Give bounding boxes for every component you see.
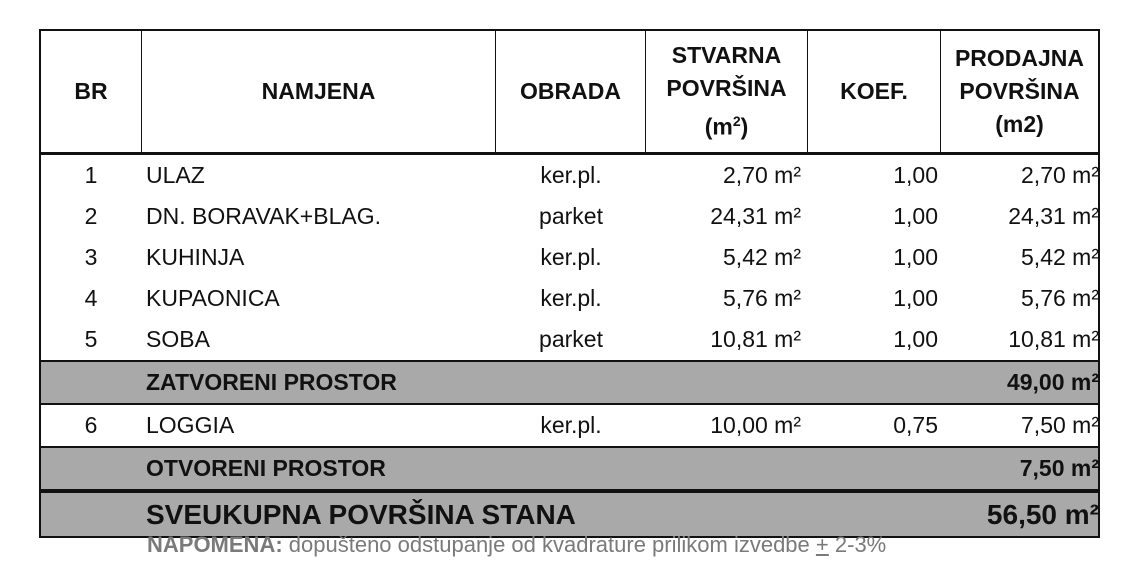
cell-koef: 1,00	[893, 203, 938, 229]
header-prodajna-line3: (m2)	[995, 111, 1044, 137]
header-stvarna-povrsina	[646, 31, 808, 152]
cell-obrada: ker.pl.	[540, 244, 602, 270]
cell-stvarna: 24,31 m²	[710, 203, 801, 229]
cell-prodajna: 5,42 m²	[1021, 244, 1099, 270]
cell-prodajna: 24,31 m²	[1008, 203, 1099, 229]
cell-namjena: LOGGIA	[146, 412, 235, 438]
header-koef	[808, 31, 941, 152]
header-br	[41, 31, 142, 152]
cell-br: 2	[84, 203, 98, 229]
cell-obrada: parket	[539, 203, 603, 229]
note-text: dopušteno odstupanje od kvadrature prilikom izvedbe	[282, 532, 816, 557]
cell-br: 4	[84, 285, 98, 311]
cell-namjena: DN. BORAVAK+BLAG.	[146, 203, 381, 229]
header-prodajna-povrsina	[941, 31, 1098, 152]
header-obrada-label: OBRADA	[520, 78, 621, 104]
table-row	[41, 237, 1098, 278]
grand-total-row	[41, 491, 1098, 538]
table-row	[41, 319, 1098, 360]
cell-stvarna: 10,00 m²	[710, 412, 801, 438]
cell-br: 5	[84, 326, 98, 352]
cell-br: 3	[84, 244, 98, 270]
cell-koef: 1,00	[893, 162, 938, 188]
cell-namjena: ULAZ	[146, 162, 205, 188]
cell-namjena: SOBA	[146, 326, 210, 352]
closed-space-label: ZATVORENI PROSTOR	[146, 369, 397, 395]
note-label: NAPOMENA:	[147, 532, 283, 557]
table-row	[41, 155, 1098, 196]
cell-obrada: ker.pl.	[540, 162, 602, 188]
note-plusminus: +	[815, 532, 829, 557]
header-namjena-label: NAMJENA	[261, 78, 376, 104]
open-space-label: OTVORENI PROSTOR	[146, 455, 386, 481]
header-br-label: BR	[74, 78, 108, 104]
open-space-subtotal-row	[41, 446, 1098, 491]
cell-stvarna: 5,76 m²	[723, 285, 801, 311]
cell-obrada: parket	[539, 326, 603, 352]
table-row	[41, 405, 1098, 446]
cell-obrada: ker.pl.	[540, 285, 602, 311]
header-stvarna-unit	[666, 105, 786, 144]
cell-br: 6	[84, 412, 98, 438]
cell-br: 1	[84, 162, 98, 188]
header-prodajna-line1: PRODAJNA	[954, 45, 1085, 71]
header-namjena	[142, 31, 496, 152]
table-row	[41, 278, 1098, 319]
closed-space-subtotal-row	[41, 360, 1098, 405]
cell-prodajna: 10,81 m²	[1008, 326, 1099, 352]
table-row	[41, 196, 1098, 237]
header-stvarna-unit-close: )	[740, 113, 749, 140]
closed-rows	[39, 155, 1100, 538]
cell-koef: 1,00	[893, 326, 938, 352]
cell-koef: 1,00	[893, 244, 938, 270]
header-stvarna-unit-m: (m	[704, 113, 733, 140]
header-obrada	[496, 31, 646, 152]
cell-prodajna: 7,50 m²	[1021, 412, 1099, 438]
header-prodajna-line2: POVRŠINA	[959, 78, 1080, 104]
header-koef-label: KOEF.	[840, 78, 908, 104]
cell-stvarna: 2,70 m²	[723, 162, 801, 188]
closed-space-value: 49,00 m²	[1006, 369, 1099, 395]
grand-total-value: 56,50 m²	[986, 498, 1099, 530]
cell-prodajna: 2,70 m²	[1021, 162, 1099, 188]
open-space-value: 7,50 m²	[1019, 455, 1099, 481]
table-header	[39, 29, 1100, 155]
area-table	[39, 29, 1100, 538]
header-stvarna-line2: POVRŠINA	[666, 75, 787, 102]
cell-obrada: ker.pl.	[540, 412, 602, 438]
header-stvarna-line1: STVARNA	[671, 42, 782, 69]
cell-koef: 1,00	[893, 285, 938, 311]
cell-koef: 0,75	[893, 412, 938, 438]
cell-prodajna: 5,76 m²	[1021, 285, 1099, 311]
note	[147, 532, 886, 558]
header-stvarna-unit-sup: 2	[732, 113, 741, 130]
cell-stvarna: 10,81 m²	[710, 326, 801, 352]
cell-namjena: KUPAONICA	[146, 285, 280, 311]
cell-stvarna: 5,42 m²	[723, 244, 801, 270]
note-range: 2-3%	[828, 532, 887, 557]
grand-total-label: SVEUKUPNA POVRŠINA STANA	[146, 498, 576, 530]
cell-namjena: KUHINJA	[146, 244, 245, 270]
